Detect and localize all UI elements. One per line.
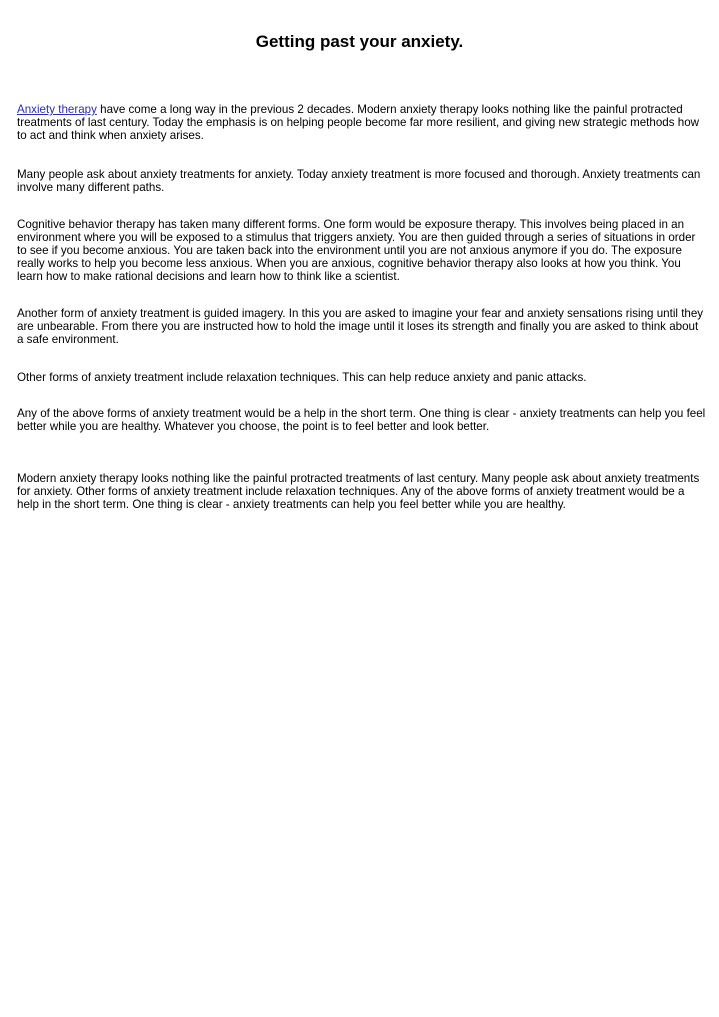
paragraph-cognitive-behavior-therapy: Cognitive behavior therapy has taken many different forms. One form would be exposure therapy. This involves being placed in an environment where you will be exposed to a stimulus that triggers anxiety. You are then guided through a series of situations in order to see if you become anxious. You are taken back into the environment until you are not anxious anymore if you do. The exposure really works to help you become less anxious. When you are anxious, cognitive behavior therapy also looks at how you think. You learn how to make rational decisions and learn how to think like a scientist. (17, 218, 696, 284)
paragraph-guided-imagery: Another form of anxiety treatment is guided imagery. In this you are asked to imagine your fear and anxiety sensations rising until they are unbearable. From there you are instructed how to hold the image until it loses its strength and finally you are asked to think about a safe environment. (17, 307, 704, 347)
intro-paragraph (17, 103, 707, 142)
intro-paragraph-text: have come a long way in the previous 2 decades. Modern anxiety therapy looks nothing like the painful protracted treatments of last century. Today the emphasis is on helping people become far more resilient, and giving new strategic methods how to act and think when anxiety arises. (17, 103, 700, 143)
paragraph-summary: Modern anxiety therapy looks nothing like the painful protracted treatments of last century. Many people ask about anxiety treatments for anxiety. Other forms of anxiety treatment include relaxation techniques. Any of the above forms of anxiety treatment would be a help in the short term. One thing is clear - anxiety treatments can help you feel better while you are healthy. (17, 472, 700, 512)
paragraph-relaxation: Other forms of anxiety treatment include relaxation techniques. This can help reduce anxiety and panic attacks. (17, 371, 587, 384)
page-title: Getting past your anxiety. (255, 32, 464, 51)
paragraph-short-term: Any of the above forms of anxiety treatment would be a help in the short term. One thing is clear - anxiety treatments can help you feel better while you are healthy. Whatever you choose, the point is to feel better and look better. (17, 407, 706, 434)
paragraph-treatments: Many people ask about anxiety treatments for anxiety. Today anxiety treatment is more focused and thorough. Anxiety treatments can involve many different paths. (17, 168, 701, 195)
anxiety-therapy-link[interactable]: Anxiety therapy (17, 103, 97, 116)
